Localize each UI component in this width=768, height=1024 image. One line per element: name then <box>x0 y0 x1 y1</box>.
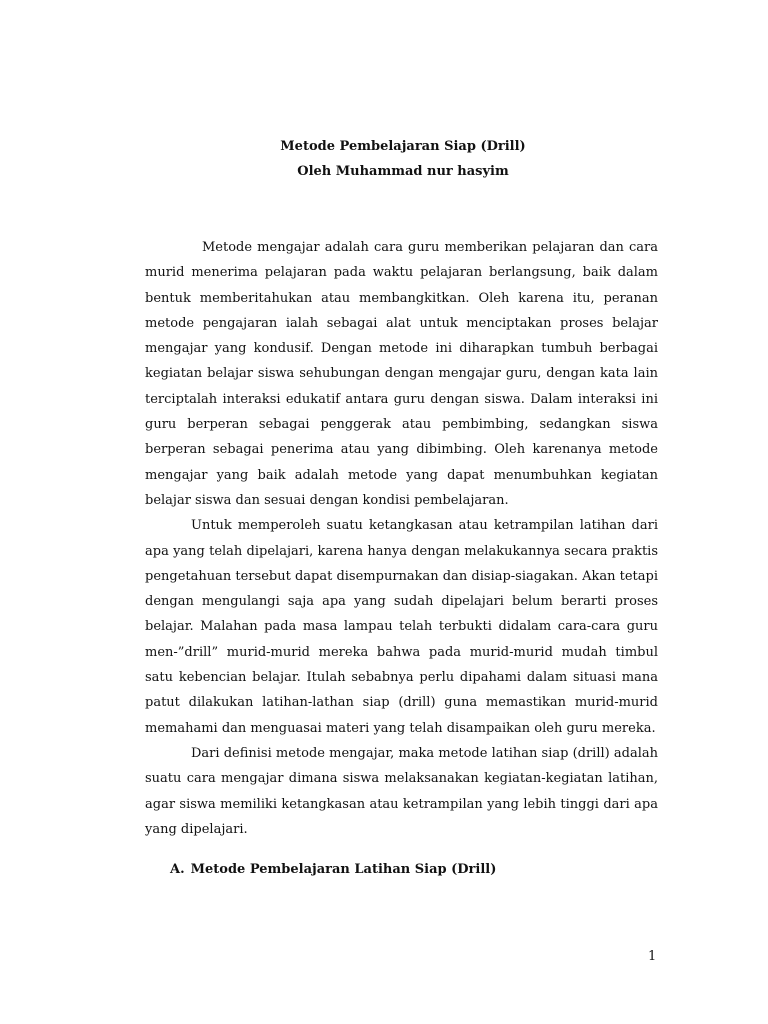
paragraph: Untuk memperoleh suatu ketangkasan atau ketrampilan latihan dari apa yang telah dipelajari, karena hanya dengan melakukannya secara praktis pengetahuan tersebut dapat disempurnakan dan disiap-siagakan. Akan tetapi dengan mengulangi saja apa yang sudah dipelajari belum berarti proses belajar. Malahan pada masa lampau telah terbukti didalam cara-cara guru men-”drill” murid-murid mereka bahwa pada murid-murid mudah timbul satu kebencian belajar. Itulah sebabnya perlu dipahami dalam situasi mana patut dilakukan latihan-lathan siap (drill) guna memastikan murid-murid memahami dan menguasai materi yang telah disampaikan oleh guru mereka. <box>145 518 658 736</box>
paragraph: Metode mengajar adalah cara guru memberikan pelajaran dan cara murid menerima pelajaran pada waktu pelajaran berlangsung, baik dalam bentuk memberitahukan atau membangkitkan. Oleh karena itu, peranan metode pengajaran ialah sebagai alat untuk menciptakan proses belajar mengajar yang kondusif. Dengan metode ini diharapkan tumbuh berbagai kegiatan belajar siswa sehubungan dengan mengajar guru, dengan kata lain terciptalah interaksi edukatif antara guru dengan siswa. Dalam interaksi ini guru berperan sebagai penggerak atau pembimbing, sedangkan siswa berperan sebagai penerima atau yang dibimbing. Oleh karenanya metode mengajar yang baik adalah metode yang dapat menumbuhkan kegiatan belajar siswa dan sesuai dengan kondisi pembelajaran. <box>145 240 658 508</box>
section-letter: A. <box>170 862 185 877</box>
author-line: Oleh Muhammad nur hasyim <box>297 164 509 179</box>
section-heading-text: Metode Pembelajaran Latihan Siap (Drill) <box>190 862 497 877</box>
body-text <box>145 235 658 842</box>
paragraph: Dari definisi metode mengajar, maka metode latihan siap (drill) adalah suatu cara mengajar dimana siswa melaksanakan kegiatan-kegiatan latihan, agar siswa memiliki ketangkasan atau ketrampilan yang lebih tinggi dari apa yang dipelajari. <box>145 745 658 837</box>
section-heading <box>170 857 496 882</box>
document-title: Metode Pembelajaran Siap (Drill) <box>280 139 526 154</box>
title-block <box>145 134 661 184</box>
page-number: 1 <box>648 949 657 964</box>
